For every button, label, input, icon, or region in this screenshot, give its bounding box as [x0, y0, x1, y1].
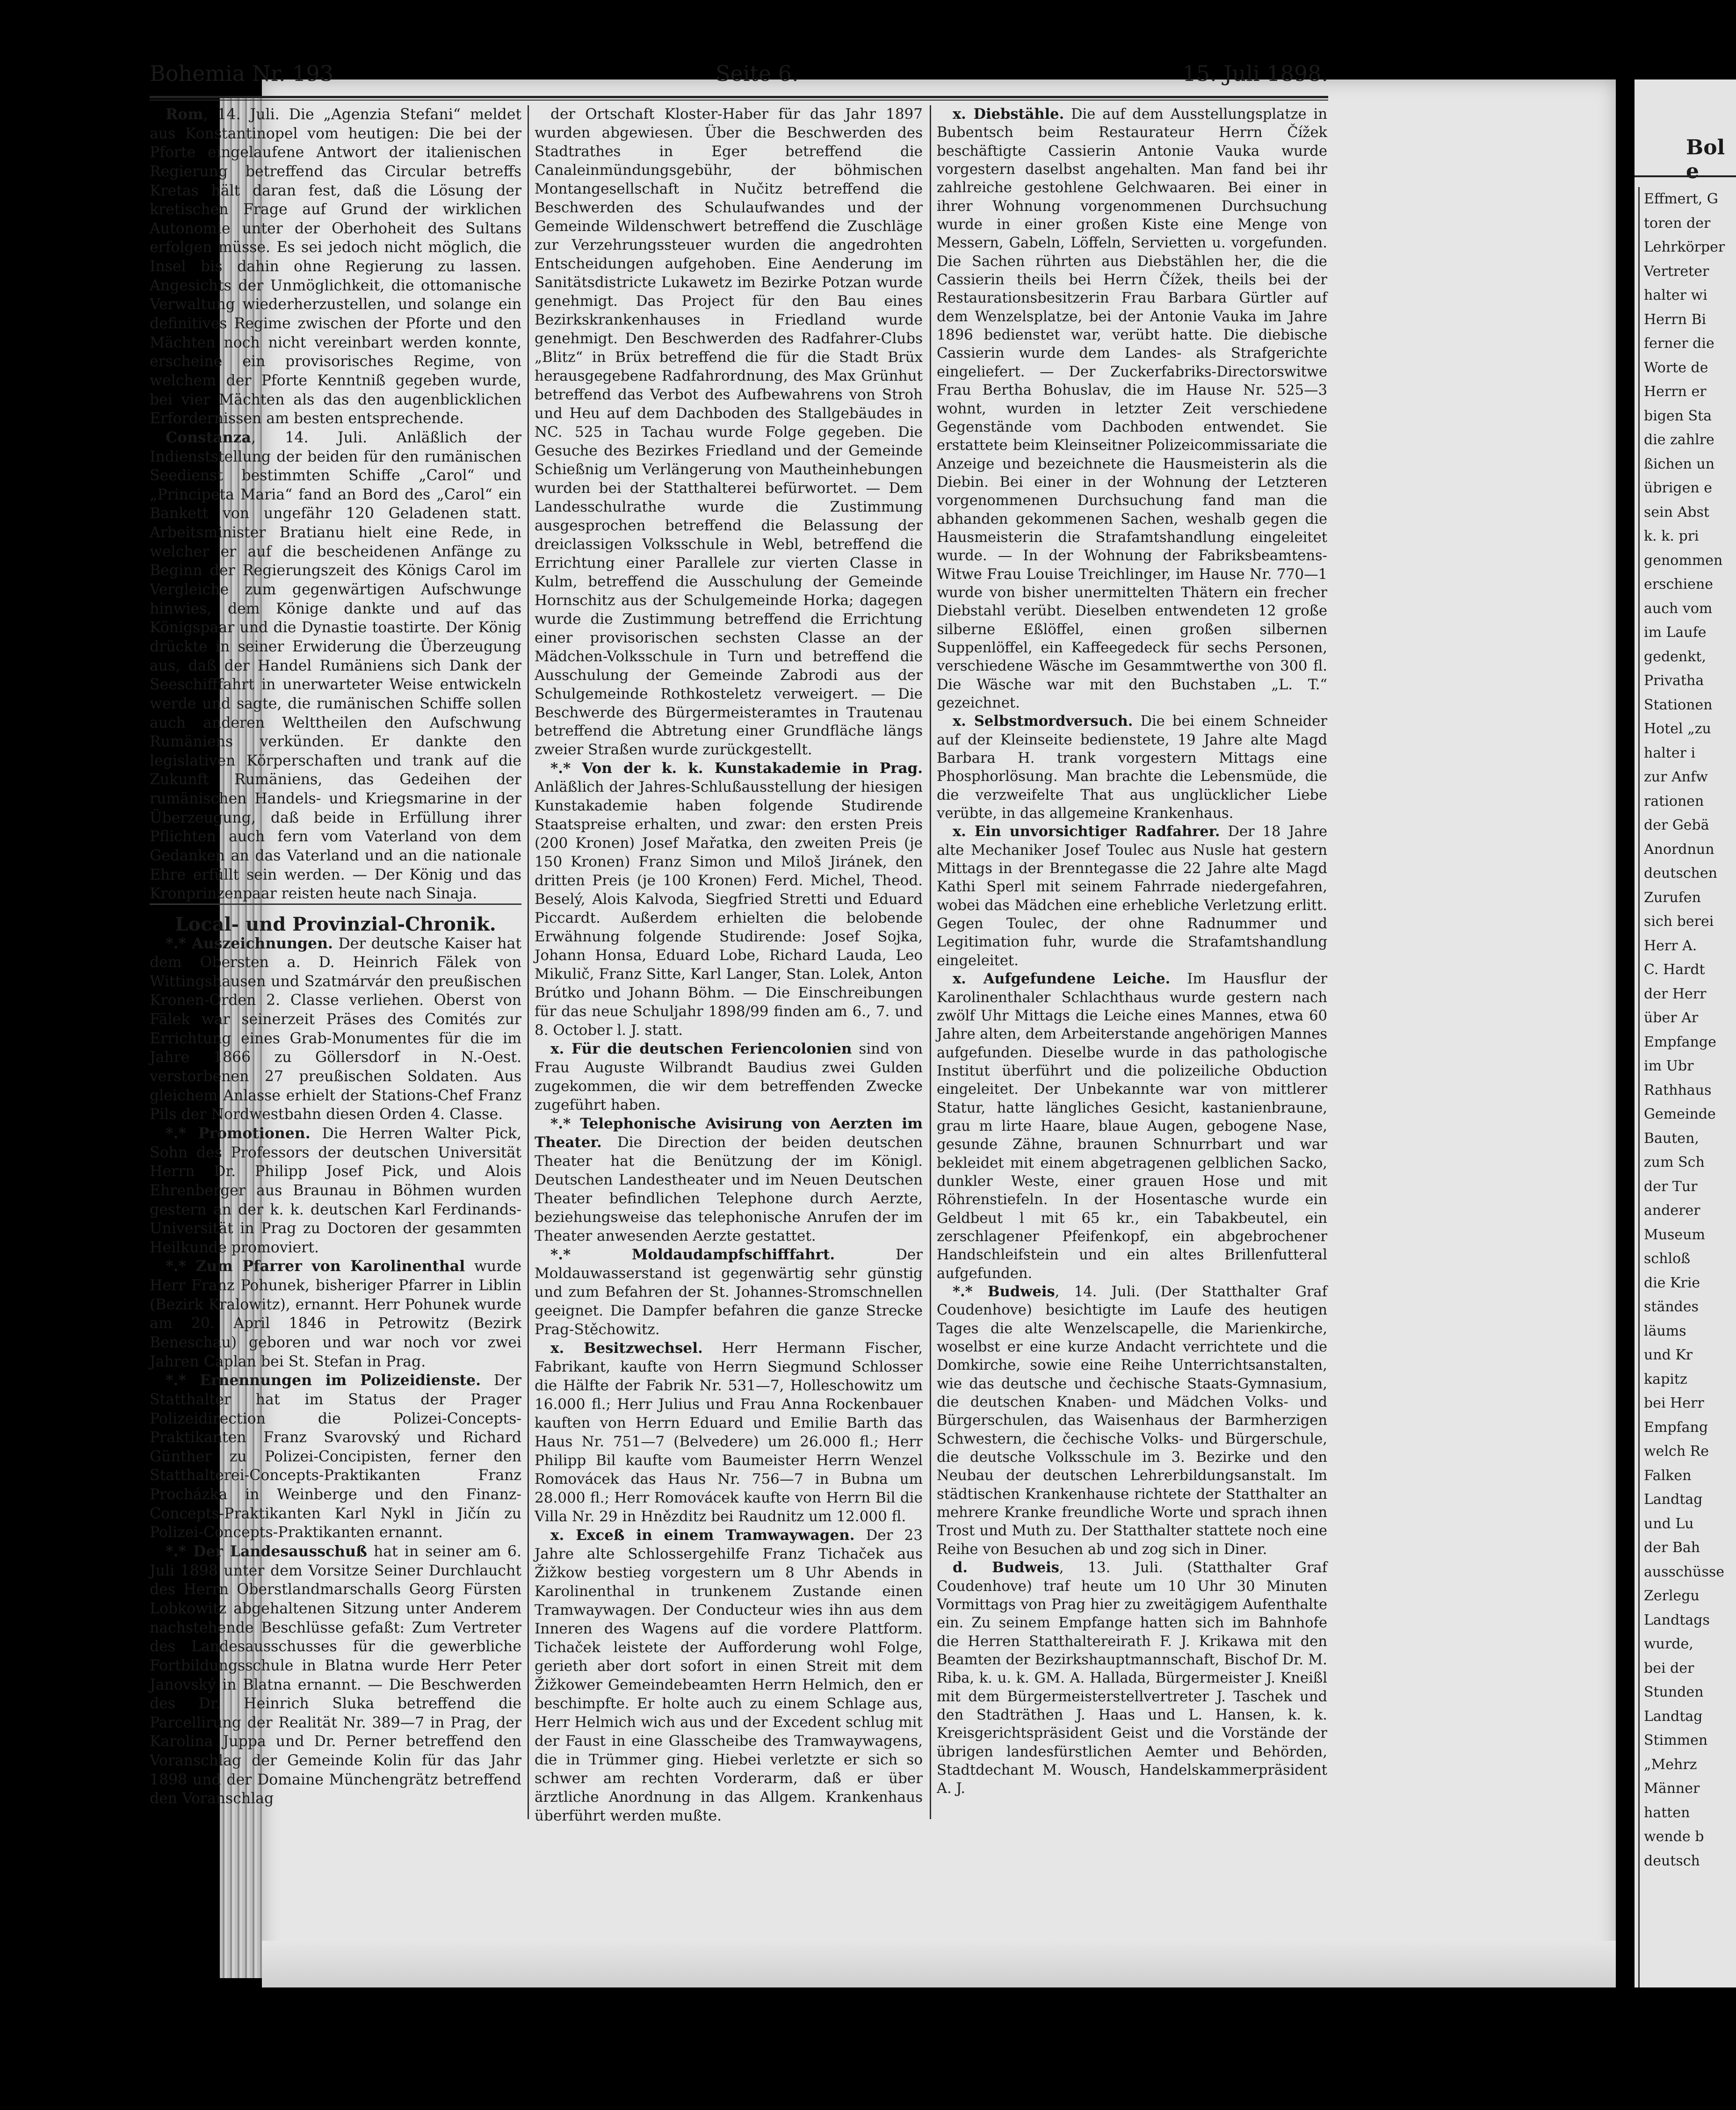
- adjacent-page-line: Herrn er: [1644, 383, 1707, 400]
- adjacent-page-line: die Krie: [1644, 1274, 1700, 1291]
- news-item-lead: *.* Moldaudampfschifffahrt.: [550, 1246, 835, 1264]
- news-item-text: , 14. Juli. Die „Agenzia Stefani“ meldet aus Konstantinopel vom heutigen: Die bei der Pforte eingelaufene Antwort der italienischen Regierung betreffend das Circular betreffs Kretas hält daran fest, daß die Lösung der kretischen Frage auf Grund der wirklichen Autonomie unter der Oberhoheit des Sultans erfolgen müsse. Es sei jedoch nicht möglich, die Insel bis dahin ohne Regierung zu lassen. Angesichts der Unmöglichkeit, die ottomanische Verwaltung wiederherzustellen, und solange ein definitives Regime zwischen der Pforte und den Mächten noch nicht vereinbart werden konnte, erscheine ein provisorisches Regime, von welchem der Pforte Kenntniß gegeben wurde, bei vier Mächten als das den augenblicklichen Erfordernissen am besten entsprechende.: [150, 106, 521, 427]
- adjacent-page-header: Bol e: [1686, 136, 1725, 183]
- adjacent-page-line: Lehrkörper: [1644, 239, 1725, 255]
- news-item-lead: x. Exceß in einem Tramwaywagen.: [550, 1526, 855, 1544]
- adjacent-page-line: Herr A.: [1644, 937, 1697, 954]
- news-item-lead: Constanza: [166, 428, 251, 446]
- adjacent-page-line: Stationen: [1644, 696, 1713, 713]
- adjacent-page-line: schloß: [1644, 1250, 1691, 1267]
- news-item-lead: d. Budweis: [953, 1559, 1059, 1576]
- adjacent-page-line: Worte de: [1644, 359, 1708, 376]
- adjacent-page-line: Hotel „zu: [1644, 721, 1711, 737]
- news-item-text: hat in seiner am 6. Juli 1898 unter dem Vorsitze Seiner Durchlaucht des Herrn Oberstlandmarschalls Georg Fürsten Lobkowitz abgehaltenen Sitzung unter Anderem nachstehende Beschlüsse gefaßt: Zum Vertreter des Landesausschusses für die gewerbliche Fortbildungsschule in Blatna wurde Herr Peter Janovský in Blatna ernannt. — Die Beschwerden des Dr. Heinrich Sluka betreffend die Parcellirung der Realität Nr. 389—7 in Prag, der Karolina Juppa und Dr. Perner betreffend den Voranschlag der Gemeinde Kolin für das Jahr 1898 und der Domaine Münchengrätz betreffend den Voranschlag: [150, 1543, 521, 1807]
- header-page-number: Seite 6.: [716, 61, 799, 86]
- section-heading: Local- und Provinzial-Chronik.: [150, 903, 521, 934]
- news-item: [535, 105, 923, 759]
- adjacent-page-line: hatten: [1644, 1804, 1690, 1821]
- news-item-text: wurde Herr Franz Pohunek, bisheriger Pfarrer in Liblin (Bezirk Kralowitz), ernannt. Herr Pohunek wurde am 20. April 1846 in Petrowitz (Bezirk Beneschau) geboren und war noch vor zwei Jahren Caplan bei St. Stefan in Prag.: [150, 1258, 521, 1370]
- news-item: [937, 712, 1327, 823]
- news-item-text: Die bei einem Schneider auf der Kleinseite bedienstete, 19 Jahre alte Magd Barbara H. trank vorgestern Mittags eine Phosphorlösung. Man brachte die Lebensmüde, die die verzweifelte That aus unglücklicher Liebe verübte, in das allgemeine Krankenhaus.: [937, 713, 1327, 822]
- news-item-lead: *.* Ernennungen im Polizeidienste.: [166, 1372, 481, 1389]
- adjacent-page-line: bei der: [1644, 1660, 1694, 1676]
- adjacent-page-line: kapitz: [1644, 1371, 1687, 1387]
- adjacent-page-line: der Bah: [1644, 1539, 1700, 1556]
- adjacent-page-line: toren der: [1644, 215, 1711, 231]
- column-1: [150, 105, 521, 1808]
- news-item-text: der Ortschaft Kloster-Haber für das Jahr 1897 wurden abgewiesen. Über die Beschwerden des Stadtrathes in Eger betreffend die Canaleinmündungsgebühr, der böhmischen Montangesellschaft in Nučitz betreffend die Beschwerden des Schulaufwandes und der Gemeinde Wildenschwert betreffend die Zuschläge zur Verzehrungssteuer wurden die angedrohten Entscheidungen aufgehoben. Eine Aenderung im Sanitätsdistricte Lukawetz im Bezirke Potzan wurde genehmigt. Das Project für den Bau eines Bezirkskrankenhauses in Friedland wurde genehmigt. Den Beschwerden des Radfahrer-Clubs „Blitz“ in Brüx betreffend die für die Stadt Brüx herausgegebene Radfahrordnung, des Max Grünhut betreffend das Verbot des Aufbewahrens von Stroh und Heu auf dem Dachboden des Stallgebäudes in NC. 525 in Tachau wurde Folge gegeben. Die Gesuche des Bezirkes Friedland und der Gemeinde Schießnig um Verlängerung von Mautheinhebungen wurden bei der Statthalterei befürwortet. — Dem Landesschulrathe wurde die Zustimmung ausgesprochen betreffend die Belassung der dreiclassigen Volksschule in Webl, betreffend die Errichtung einer Parallele zur vierten Classe in Kulm, betreffend die Ausschulung der Gemeinde Hornschitz aus der Schulgemeinde Horka; dagegen wurde die Zustimmung betreffend die Errichtung einer provisorischen sechsten Classe an der Mädchen-Volksschule in Turn und betreffend die Ausschulung der Gemeinde Zabrodi aus der Schulgemeinde Rothkosteletz verweigert. — Die Beschwerde des Bürgermeisteramtes in Trautenau betreffend die Abtretung einer Grundfläche längs zweier Straßen wurde zurückgestellt.: [535, 106, 923, 759]
- adjacent-page-line: halter wi: [1644, 287, 1707, 303]
- header-publication: Bohemia Nr. 193: [150, 61, 333, 86]
- adjacent-page-text: [1644, 187, 1736, 1873]
- header-rule-thin: [150, 100, 1328, 101]
- news-item-text: Herr Hermann Fischer, Fabrikant, kaufte von Herrn Siegmund Schlosser die Hälfte der Fabrik Nr. 531—7, Holleschowitz um 16.000 fl.; Herr Julius und Frau Anna Rockenbauer kauften von Herrn Eduard und Emilie Barth das Haus Nr. 751—7 (Belvedere) um 26.000 fl.; Herr Philipp Bil kaufte vom Baumeister Herrn Wenzel Romovácek das Haus Nr. 756—7 in Bubna um 28.000 fl.; Herr Romovácek kaufte von Herrn Bil die Villa Nr. 29 in Hnězditz bei Raudnitz um 12.000 fl.: [535, 1339, 923, 1525]
- adjacent-page-line: Effmert, G: [1644, 191, 1718, 207]
- adjacent-page-line: im Laufe: [1644, 624, 1707, 641]
- adjacent-page-line: ausschüsse: [1644, 1563, 1724, 1580]
- adjacent-page-line: „Mehrz: [1644, 1756, 1697, 1773]
- news-item: [150, 1371, 521, 1542]
- page-header: [150, 61, 1328, 94]
- adjacent-page-line: anderer: [1644, 1202, 1700, 1219]
- news-item-lead: x. Selbstmordversuch.: [953, 713, 1133, 730]
- adjacent-page-line: Bauten,: [1644, 1130, 1699, 1147]
- news-item: [535, 1339, 923, 1526]
- adjacent-page-line: erschiene: [1644, 576, 1714, 593]
- adjacent-page-line: Empfang: [1644, 1419, 1708, 1436]
- adjacent-page-line: und Kr: [1644, 1347, 1693, 1363]
- adjacent-page-line: genommen: [1644, 552, 1723, 569]
- news-item: [937, 1283, 1327, 1559]
- news-item: [535, 1246, 923, 1339]
- adjacent-page-line: Rathhaus: [1644, 1082, 1712, 1098]
- adjacent-page-line: der Herr: [1644, 985, 1707, 1002]
- adjacent-page-line: bei Herr: [1644, 1395, 1704, 1411]
- adjacent-page-line: Landtag: [1644, 1708, 1703, 1725]
- news-item-text: , 14. Juli. Anläßlich der Indienststellung der beiden für den rumänischen Seedienst bestimmten Schiffe „Carol“ und „Principeta Maria“ fand an Bord des „Carol“ ein Bankett von ungefähr 120 Geladenen statt. Arbeitsminister Bratianu hielt eine Rede, in welcher er auf die bescheidenen Anfänge zu Beginn der Regierungszeit des Königs Carol im Vergleiche zum gegenwärtigen Aufschwunge hinwies, dem Könige dankte und auf das Königspaar und die Dynastie toastirte. Der König drückte in seiner Erwiderung die Überzeugung aus, daß der Handel Rumäniens sich Dank der Seeschifffahrt in unerwarteter Weise entwickeln werde und sagte, die rumänischen Schiffe sollen auch anderen Welttheilen den Aufschwung Rumäniens verkünden. Er dankte den legislativen Körperschaften und trank auf die Zukunft Rumäniens, das Gedeihen der rumänischen Handels- und Kriegsmarine in der Überzeugung, daß beide in Erfüllung ihrer Pflichten auch fern vom Vaterland von dem Gedanken an das Vaterland und an die nationale Ehre erfüllt sein werden. — Der König und das Kronprinzenpaar reisten heute nach Sinaja.: [150, 429, 521, 903]
- adjacent-page-line: halter i: [1644, 744, 1696, 761]
- news-item-text: Der Statthalter hat im Status der Prager Polizeidirection die Polizei-Concepts-Praktikanten Franz Svarovský und Richard Günther zu Polizei-Concipisten, ferner den Statthalterei-Concepts-Praktikanten Franz Procházka in Weinberge und den Finanz-Concepts-Praktikanten Karl Nykl in Jičín zu Polizei-Concepts-Praktikanten ernannt.: [150, 1372, 521, 1541]
- adjacent-page-column-rule: [1638, 187, 1640, 1987]
- header-date: 15. Juli 1898.: [1182, 61, 1328, 86]
- adjacent-page-line: Landtags: [1644, 1611, 1710, 1628]
- adjacent-page-line: sich berei: [1644, 913, 1714, 930]
- adjacent-page-line: zum Sch: [1644, 1154, 1705, 1171]
- news-item: [937, 1559, 1327, 1798]
- adjacent-page-line: Empfange: [1644, 1033, 1716, 1050]
- adjacent-page-line: Anordnun: [1644, 841, 1714, 858]
- news-item: [150, 934, 521, 1124]
- adjacent-page-line: Zerlegu: [1644, 1588, 1700, 1604]
- news-item-lead: *.* Der Landesausschuß: [166, 1543, 367, 1561]
- adjacent-page-line: deutschen: [1644, 865, 1717, 882]
- adjacent-page-line: bigen Sta: [1644, 407, 1712, 424]
- adjacent-page-line: rationen: [1644, 793, 1704, 809]
- news-item-lead: *.* Auszeichnungen.: [166, 934, 333, 952]
- news-item: [150, 105, 521, 428]
- adjacent-page-line: Vertreter: [1644, 263, 1709, 280]
- adjacent-page: [1635, 79, 1736, 1987]
- news-item: [150, 1124, 521, 1257]
- column-rule-1: [528, 105, 529, 1819]
- adjacent-page-line: ferner die: [1644, 335, 1714, 352]
- news-item: [150, 428, 521, 903]
- adjacent-page-line: über Ar: [1644, 1010, 1699, 1026]
- adjacent-page-line: auch vom: [1644, 600, 1713, 617]
- adjacent-page-line: gedenkt,: [1644, 648, 1707, 665]
- adjacent-page-line: Herrn Bi: [1644, 311, 1707, 328]
- adjacent-page-line: Landtag: [1644, 1491, 1703, 1508]
- column-rule-2: [930, 105, 931, 1819]
- news-item-text: Der 23 Jahre alte Schlossergehilfe Franz Tichaček aus Žižkow bestieg vorgestern um 8 Uhr Abends in Karolinenthal in trunkenem Zustande einen Tramwaywagen. Der Conducteur wies ihn aus dem Inneren des Wagens auf die vordere Plattform. Tichaček leistete der Aufforderung wohl Folge, gerieth aber dort sofort in einen Streit mit dem Žižkower Gemeindebeamten Herrn Helmich, den er beschimpfte. Er holte auch zu einem Schlage aus, Herr Helmich wich aus und der Excedent schlug mit der Faust in eine Glasscheibe des Tramwaywagens, die in Trümmer ging. Hiebei verletzte er sich so schwer am rechten Vorderarm, daß er über ärztliche Anordnung in das Allgem. Krankenhaus überführt werden mußte.: [535, 1526, 923, 1824]
- news-item: [937, 105, 1327, 712]
- adjacent-page-line: wende b: [1644, 1828, 1704, 1845]
- news-item-lead: *.* Von der k. k. Kunstakademie in Prag.: [550, 760, 923, 777]
- adjacent-page-line: ständes: [1644, 1299, 1699, 1315]
- adjacent-page-line: zur Anfw: [1644, 769, 1708, 785]
- news-item-text: Die Direction der beiden deutschen Theater hat die Benützung der im Königl. Deutschen Landestheater und im Neuen Deutschen Theater befindlichen Telephone durch Aerzte, beziehungsweise das telephonische Anrufen der im Theater anwesenden Aerzte gestattet.: [535, 1134, 923, 1245]
- news-item: [535, 1526, 923, 1826]
- adjacent-page-line: übrigen e: [1644, 480, 1713, 496]
- news-item: [535, 759, 923, 1040]
- adjacent-page-line: k. k. pri: [1644, 528, 1699, 544]
- column-3: [937, 105, 1327, 1798]
- column-2: [535, 105, 923, 1826]
- news-item-lead: *.* Promotionen.: [166, 1124, 311, 1142]
- news-item-lead: x. Besitzwechsel.: [550, 1339, 703, 1357]
- news-item-text: , 13. Juli. (Statthalter Graf Coudenhove) traf heute um 10 Uhr 30 Minuten Vormittags von Prag hier zu zweitägigem Aufenthalte ein. Zu seinem Empfange hatten sich im Bahnhofe die Herren Statthaltereirath F. J. Krikawa mit den Beamten der Bezirkshauptmannschaft, Bischof Dr. M. Riba, k. u. k. GM. A. Hallada, Bürgermeister J. Kneißl mit dem Bürgermeisterstellvertreter J. Taschek und den Stadträthen J. Haas und L. Hansen, k. k. Kreisgerichtspräsident Geist und die Vorstände der übrigen landesfürstlichen Aemter und Behörden, Stadtdechant M. Wousch, Handelskammerpräsident A. J.: [937, 1560, 1327, 1797]
- adjacent-page-line: welch Re: [1644, 1443, 1709, 1460]
- news-item: [150, 1257, 521, 1371]
- news-item: [535, 1115, 923, 1246]
- news-item: [937, 823, 1327, 970]
- news-item-lead: *.* Budweis: [953, 1283, 1055, 1300]
- adjacent-page-line: der Gebä: [1644, 817, 1709, 833]
- adjacent-page-line: ßichen un: [1644, 455, 1715, 472]
- adjacent-page-line: Privatha: [1644, 672, 1704, 689]
- adjacent-page-line: Gemeinde: [1644, 1106, 1716, 1122]
- news-item-lead: *.* Telephonische Avisirung von Aerzten im Theater.: [535, 1115, 923, 1151]
- news-item-text: Der deutsche Kaiser hat dem Obersten a. D. Heinrich Fälek von Wittingshausen und Szatmárvár den preußischen Kronen-Orden 2. Classe verliehen. Oberst von Fälek war seinerzeit Präses des Comités zur Errichtung eines Grab-Monumentes für die im Jahre 1866 zu Göllersdorf in N.-Oest. verstorbenen 27 preußischen Soldaten. Aus gleichem Anlasse erhielt der Stations-Chef Franz Pils der Nordwestbahn diesen Orden 4. Classe.: [150, 935, 521, 1123]
- news-item-text: , 14. Juli. (Der Statthalter Graf Coudenhove) besichtigte im Laufe des heutigen Tages die alte Wenzelscapelle, die Marienkirche, woselbst er eine kurze Andacht verrichtete und die Domkirche, sowie eine Reihe Unterrichtsanstalten, wie das deutsche und čechische Staats-Gymnasium, die deutschen Knaben- und Mädchen Volks- und Bürgerschulen, das Waisenhaus der Barmherzigen Schwestern, die čechische Volks- und Bürgerschule, die deutsche Volksschule im 3. Bezirke und den Neubau der deutschen Lehrerbildungsanstalt. Im städtischen Krankenhause richtete der Statthalter an mehrere Kranke freundliche Worte und sprach ihnen Trost und Muth zu. Der Statthalter stattete noch eine Reihe von Besuchen ab und zog sich in Diner.: [937, 1284, 1327, 1558]
- news-item-text: Der Moldauwasserstand ist gegenwärtig sehr günstig und zum Befahren der St. Johannes-Stromschnellen geeignet. Die Dampfer befahren die ganze Strecke Prag-Stěchowitz.: [535, 1246, 923, 1338]
- adjacent-page-line: und Lu: [1644, 1515, 1694, 1532]
- news-item-text: Im Hausflur der Karolinenthaler Schlachthaus wurde gestern nach zwölf Uhr Mittags die Leiche eines Mannes, etwa 60 Jahre alten, dem Arbeiterstande angehörigen Mannes aufgefunden. Dieselbe wurde in das pathologische Institut überführt und die polizeiliche Obduction eingeleitet. Der Unbekannte war von mittlerer Statur, hatte längliches Gesicht, kastanienbraune, grau m lirte Haare, blaue Augen, gebogene Nase, gesunde Zähne, braunen Schnurrbart und war bekleidet mit einem abgetragenen gelblichen Sacko, dunkler Weste, einer grauen Hose und mit Röhrenstiefeln. In der Hosentasche wurde ein Geldbeut l mit 65 kr., ein Tabakbeutel, ein zerschlagener Pfeifenkopf, ein abgebrochener Handschleifstein und ein altes Brillenfutteral aufgefunden.: [937, 971, 1328, 1282]
- adjacent-page-line: wurde,: [1644, 1636, 1693, 1652]
- news-item-lead: x. Diebstähle.: [953, 106, 1064, 123]
- news-item-text: Die Herren Walter Pick, Sohn des Professors der deutschen Universität Herrn Dr. Philipp Josef Pick, und Alois Ehrenberger aus Braunau in Böhmen wurden gestern an der k. k. deutschen Karl Ferdinands-Universität in Prag zu Doctoren der gesammten Heilkunde promoviert.: [150, 1125, 521, 1256]
- adjacent-page-line: sein Abst: [1644, 504, 1709, 520]
- adjacent-page-line: Stunden: [1644, 1684, 1704, 1700]
- adjacent-page-line: läums: [1644, 1322, 1686, 1339]
- news-item-lead: x. Für die deutschen Feriencolonien: [550, 1041, 852, 1058]
- adjacent-page-line: Museum: [1644, 1226, 1705, 1243]
- news-item: [535, 1040, 923, 1115]
- news-item-text: Die auf dem Ausstellungsplatze in Bubentsch beim Restaurateur Herrn Čížek beschäftigte Cassierin Antonie Vauka wurde vorgestern daselbst angehalten. Man fand bei ihr zahlreiche gestohlene Gelchwaaren. Bei einer in ihrer Wohnung vorgenommenen Durchsuchung wurde in einer großen Kiste eine Menge von Messern, Gabeln, Löffeln, Servietten u. vorgefunden. Die Sachen rührten aus Diebstählen her, die die Cassierin theils bei Herrn Čížek, theils bei der Restaurationsbesitzerin Frau Barbara Gürtler auf dem Wenzelsplatze, bei der Antonie Vauka im Jahre 1896 bedienstet war, verübt hatte. Die diebische Cassierin wurde dem Landes- als Strafgerichte eingeliefert. — Der Zuckerfabriks-Directorswitwe Frau Bertha Bohuslav, die im Hause Nr. 525—3 wohnt, wurden in letzter Zeit verschiedene Gegenstände vom Dachboden entwendet. Sie erstattete beim Kleinseitner Polizeicommissariate die Anzeige und bezeichnete die Hausmeisterin als die Diebin. Bei einer in der Wohnung der Letzteren vorgenommenen Durchsuchung fand man die abhanden gekommenen Sachen, weshalb gegen die Hausmeisterin die Strafamtshandlung eingeleitet wurde. — In der Wohnung der Fabriksbeamtens-Witwe Frau Louise Treichlinger, im Hause Nr. 770—1 wurde von bisher unermittelten Thätern ein frecher Diebstahl verübt. Dieselben entwendeten 12 große silberne Eßlöffel, einen großen silbernen Suppenlöffel, ein Kaffeegedeck für sechs Personen, verschiedene Wäsche im Gesammtwerthe von 300 fl. Die Wäsche war mit den Buchstaben „L. T.“ gezeichnet.: [937, 106, 1327, 711]
- adjacent-page-line: die zahlre: [1644, 432, 1714, 448]
- news-item-lead: x. Aufgefundene Leiche.: [953, 970, 1171, 988]
- news-item: [937, 970, 1327, 1283]
- news-item: [150, 1542, 521, 1808]
- adjacent-page-line: Falken: [1644, 1467, 1692, 1484]
- adjacent-page-line: der Tur: [1644, 1178, 1698, 1195]
- adjacent-page-line: Zurufen: [1644, 889, 1701, 906]
- page-bottom-shade: [262, 1941, 1616, 1987]
- header-rule: [150, 96, 1328, 98]
- news-item-text: Anläßlich der Jahres-Schlußausstellung der hiesigen Kunstakademie haben folgende Studirende Staatspreise erhalten, und zwar: den ersten Preis (200 Kronen) Josef Mařatka, den zweiten Preis (je 150 Kronen) Franz Simon und Miloš Jiránek, den dritten Preis (je 100 Kronen) Ferd. Michel, Theod. Beselý, Alois Kalvoda, Siegfried Stretti und Eduard Piccardt. Außerdem erhielten die belobende Erwähnung folgende Studirende: Josef Sojka, Johann Honsa, Eduard Lobe, Richard Lauda, Leo Mikulič, Franz Sitte, Karl Langer, Stan. Lolek, Anton Brútko und Johann Böhm. — Die Einschreibungen für das neue Schuljahr 1898/99 finden am 6., 7. und 8. October l. J. statt.: [535, 779, 923, 1039]
- adjacent-page-rule: [1635, 175, 1736, 177]
- news-item-text: Der 18 Jahre alte Mechaniker Josef Toulec aus Nusle hat gestern Mittags in der Brenntegasse die 22 Jahre alte Magd Kathi Sperl mit seinem Fahrrade niedergefahren, wobei das Mädchen eine erhebliche Verletzung erlitt. Gegen Toulec, der ohne Radnummer und Legitimation fuhr, wurde die Strafamtshandlung eingeleitet.: [937, 824, 1327, 969]
- news-item-text: sind von Frau Auguste Wilbrandt Baudius zwei Gulden zugekommen, die wir dem betreffenden Zwecke zugeführt haben.: [535, 1041, 923, 1114]
- adjacent-page-line: Männer: [1644, 1780, 1700, 1797]
- news-item-lead: *.* Zum Pfarrer von Karolinenthal: [166, 1257, 465, 1275]
- adjacent-page-line: im Ubr: [1644, 1058, 1694, 1074]
- news-item-lead: x. Ein unvorsichtiger Radfahrer.: [953, 823, 1220, 840]
- adjacent-page-line: C. Hardt: [1644, 961, 1705, 978]
- adjacent-page-line: deutsch: [1644, 1852, 1700, 1869]
- news-item-lead: Rom: [166, 106, 203, 123]
- adjacent-page-line: Stimmen: [1644, 1732, 1708, 1749]
